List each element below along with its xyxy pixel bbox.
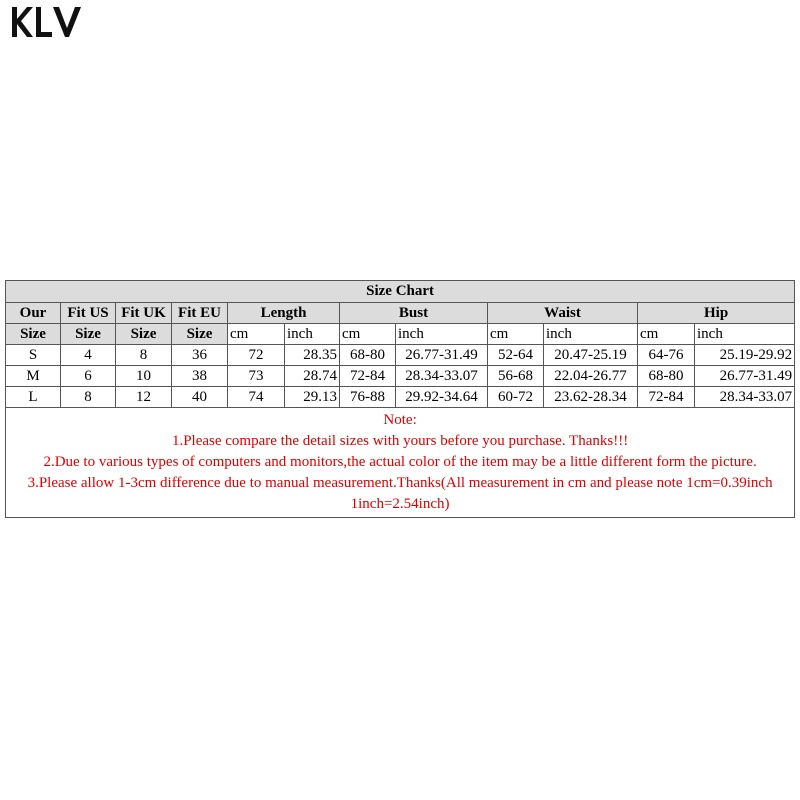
cell-length-cm: 74: [228, 387, 285, 408]
note-line-1: 1.Please compare the detail sizes with yours before you purchase. Thanks!!!: [171, 433, 629, 449]
unit-inch: inch: [695, 324, 795, 345]
header-fit-uk-2: Size: [116, 324, 172, 345]
cell-eu: 38: [172, 366, 228, 387]
unit-inch: inch: [396, 324, 488, 345]
cell-size: M: [6, 366, 61, 387]
header-fit-us-2: Size: [61, 324, 116, 345]
cell-waist-inch: 22.04-26.77: [544, 366, 638, 387]
cell-uk: 12: [116, 387, 172, 408]
cell-bust-inch: 29.92-34.64: [396, 387, 488, 408]
header-waist: Waist: [488, 303, 638, 324]
cell-waist-cm: 52-64: [488, 345, 544, 366]
header-fit-uk: Fit UK: [116, 303, 172, 324]
unit-cm: cm: [228, 324, 285, 345]
unit-inch: inch: [285, 324, 340, 345]
cell-eu: 36: [172, 345, 228, 366]
cell-length-cm: 72: [228, 345, 285, 366]
cell-length-inch: 28.74: [285, 366, 340, 387]
note-line-3: 3.Please allow 1-3cm difference due to manual measurement.Thanks(All measurement in cm and please note 1cm=0.39inch 1inch=2.54inch): [27, 475, 773, 512]
cell-uk: 10: [116, 366, 172, 387]
cell-size: L: [6, 387, 61, 408]
size-chart-table: [5, 280, 795, 518]
cell-hip-cm: 68-80: [638, 366, 695, 387]
cell-length-cm: 73: [228, 366, 285, 387]
header-length: Length: [228, 303, 340, 324]
header-hip: Hip: [638, 303, 795, 324]
table-row: [6, 345, 795, 366]
cell-uk: 8: [116, 345, 172, 366]
cell-hip-cm: 64-76: [638, 345, 695, 366]
cell-length-inch: 29.13: [285, 387, 340, 408]
header-fit-eu-2: Size: [172, 324, 228, 345]
cell-hip-cm: 72-84: [638, 387, 695, 408]
unit-inch: inch: [544, 324, 638, 345]
header-our-size-2: Size: [6, 324, 61, 345]
header-bust: Bust: [340, 303, 488, 324]
note-line-2: 2.Due to various types of computers and monitors,the actual color of the item may be a little different form the picture.: [43, 454, 757, 470]
unit-cm: cm: [340, 324, 396, 345]
klv-logo-icon: [12, 6, 82, 38]
cell-waist-cm: 56-68: [488, 366, 544, 387]
cell-hip-inch: 26.77-31.49: [695, 366, 795, 387]
header-our-size: Our: [6, 303, 61, 324]
cell-us: 4: [61, 345, 116, 366]
table-row: [6, 366, 795, 387]
cell-bust-cm: 68-80: [340, 345, 396, 366]
note-heading: Note:: [383, 412, 417, 428]
cell-bust-inch: 26.77-31.49: [396, 345, 488, 366]
cell-us: 6: [61, 366, 116, 387]
cell-bust-inch: 28.34-33.07: [396, 366, 488, 387]
cell-waist-inch: 20.47-25.19: [544, 345, 638, 366]
header-row: [6, 303, 795, 324]
table-row: [6, 387, 795, 408]
header-fit-eu: Fit EU: [172, 303, 228, 324]
cell-hip-inch: 25.19-29.92: [695, 345, 795, 366]
chart-title: Size Chart: [6, 281, 795, 303]
notes-cell: [6, 408, 795, 518]
brand-logo: [12, 6, 82, 38]
cell-waist-cm: 60-72: [488, 387, 544, 408]
cell-bust-cm: 76-88: [340, 387, 396, 408]
unit-cm: cm: [638, 324, 695, 345]
cell-hip-inch: 28.34-33.07: [695, 387, 795, 408]
unit-cm: cm: [488, 324, 544, 345]
header-fit-us: Fit US: [61, 303, 116, 324]
cell-waist-inch: 23.62-28.34: [544, 387, 638, 408]
notes-row: [6, 408, 795, 518]
cell-length-inch: 28.35: [285, 345, 340, 366]
cell-size: S: [6, 345, 61, 366]
subheader-row: [6, 324, 795, 345]
cell-eu: 40: [172, 387, 228, 408]
cell-us: 8: [61, 387, 116, 408]
cell-bust-cm: 72-84: [340, 366, 396, 387]
